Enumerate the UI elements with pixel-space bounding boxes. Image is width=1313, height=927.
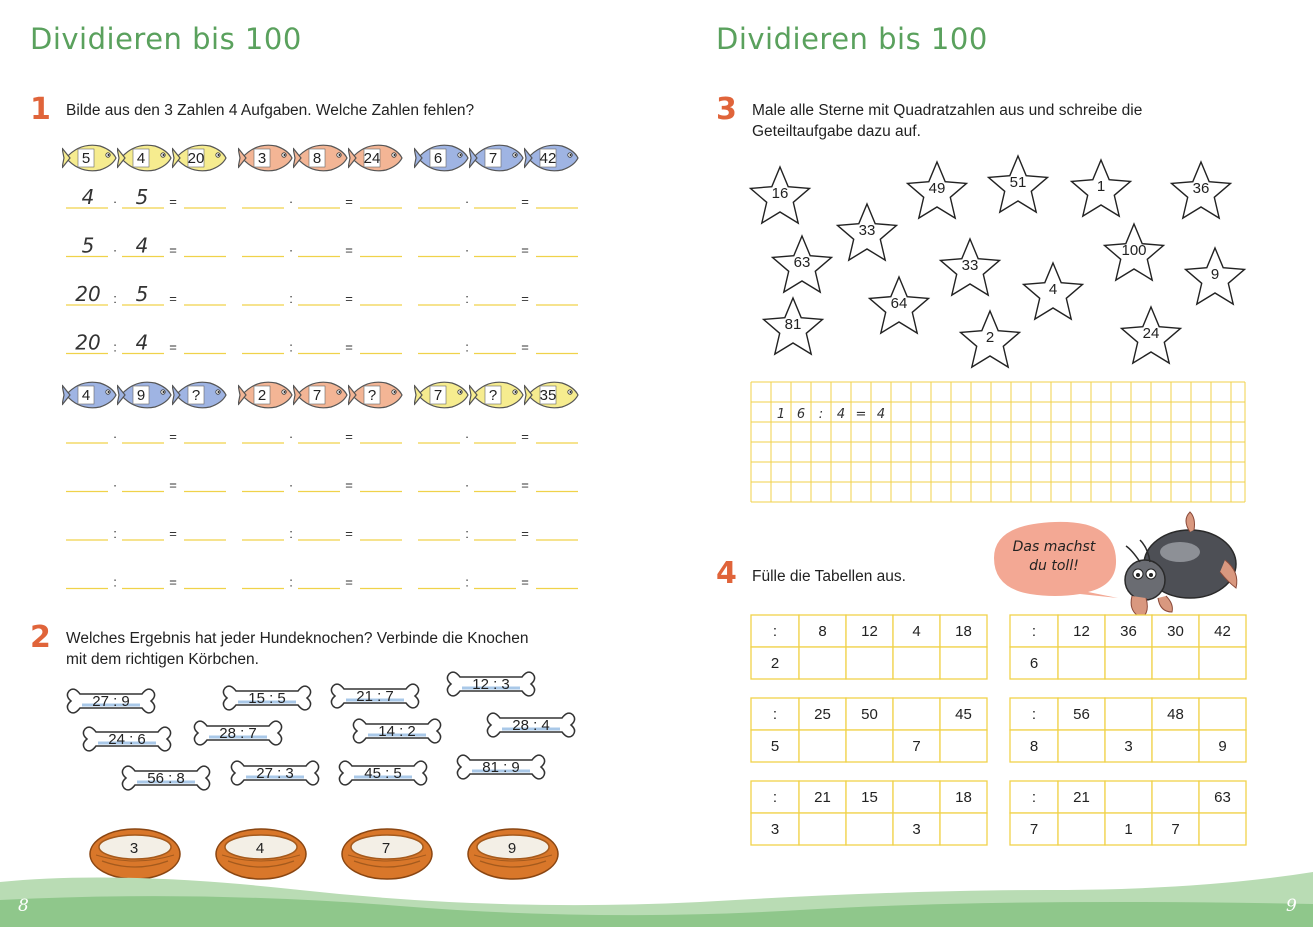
svg-text::: :: [113, 339, 117, 355]
svg-text:4: 4: [81, 387, 91, 404]
svg-text:33: 33: [961, 257, 979, 274]
table-value: 36: [1120, 623, 1137, 640]
table-value: 45: [955, 706, 972, 723]
table-value: 3: [912, 821, 921, 838]
table-value: :: [1031, 623, 1037, 640]
svg-text:4: 4: [135, 233, 149, 258]
svg-text:=: =: [521, 526, 529, 541]
svg-text:=: =: [521, 429, 529, 444]
exercise-4-instruction: Fülle die Tabellen aus.: [752, 568, 906, 585]
svg-text:=: =: [521, 242, 529, 258]
svg-text:64: 64: [890, 295, 908, 312]
speech-line1: Das machst: [1012, 539, 1096, 555]
speech-bubble: [994, 522, 1118, 598]
svg-text:63: 63: [793, 254, 811, 271]
exercise-1-number: 1: [30, 92, 51, 127]
svg-text:·: ·: [288, 477, 294, 493]
table-value: 21: [814, 789, 831, 806]
division-table: [1010, 615, 1246, 679]
svg-text::: :: [289, 339, 293, 355]
table-cell[interactable]: [846, 647, 893, 679]
table-cell[interactable]: [940, 813, 987, 845]
svg-text::: :: [465, 574, 469, 590]
table-value: 21: [1073, 789, 1090, 806]
table-cell[interactable]: [846, 813, 893, 845]
svg-text:24 : 6: 24 : 6: [108, 731, 146, 748]
exercise-2-instruction-line2: mit dem richtigen Körbchen.: [66, 651, 259, 668]
grid-example-char: :: [818, 407, 824, 422]
table-cell[interactable]: [893, 647, 940, 679]
svg-text:9: 9: [507, 840, 517, 857]
svg-text::: :: [289, 574, 293, 590]
table-value: :: [772, 706, 778, 723]
svg-text:1: 1: [1096, 178, 1106, 195]
table-cell[interactable]: [799, 813, 846, 845]
table-cell[interactable]: [893, 781, 940, 813]
svg-text:2: 2: [985, 329, 995, 346]
svg-text:=: =: [169, 291, 177, 306]
table-cell[interactable]: [1105, 698, 1152, 730]
table-value: 4: [912, 623, 921, 640]
svg-text:=: =: [521, 574, 529, 590]
exercise-4-number: 4: [716, 556, 737, 591]
table-value: 3: [1124, 738, 1133, 755]
exercise-3-instruction-line2: Geteiltaufgabe dazu auf.: [752, 123, 921, 140]
exercise-1-instruction: Bilde aus den 3 Zahlen 4 Aufgaben. Welche Zahlen fehlen?: [66, 102, 475, 119]
right-page-number: 9: [1286, 896, 1297, 916]
svg-text:56 : 8: 56 : 8: [147, 770, 185, 787]
svg-text::: :: [289, 291, 293, 306]
svg-text:=: =: [169, 574, 177, 590]
grid-example-char: =: [855, 407, 867, 422]
svg-text:=: =: [521, 194, 529, 209]
svg-text:21 : 7: 21 : 7: [356, 688, 394, 705]
svg-text:4: 4: [255, 840, 265, 857]
svg-text:·: ·: [464, 429, 470, 444]
svg-text:=: =: [345, 242, 353, 258]
svg-text::: :: [113, 291, 117, 306]
svg-text:24: 24: [1142, 325, 1160, 342]
division-table: [1010, 781, 1246, 845]
svg-text:81: 81: [784, 316, 802, 333]
table-cell[interactable]: [1058, 647, 1105, 679]
svg-text:=: =: [345, 291, 353, 306]
left-page-title: Dividieren bis 100: [30, 22, 302, 56]
svg-text:27 : 3: 27 : 3: [256, 765, 294, 782]
svg-text:·: ·: [288, 194, 294, 209]
grid-example-char: 6: [796, 407, 806, 422]
table-value: 63: [1214, 789, 1231, 806]
grid-example-char: 1: [776, 407, 786, 422]
table-value: 1: [1124, 821, 1133, 838]
svg-text:7: 7: [433, 387, 443, 404]
svg-text:?: ?: [191, 387, 201, 404]
svg-text:·: ·: [464, 477, 470, 493]
svg-text:7: 7: [312, 387, 322, 404]
table-value: 18: [955, 623, 972, 640]
table-cell[interactable]: [799, 647, 846, 679]
table-value: 8: [818, 623, 827, 640]
table-value: 50: [861, 706, 878, 723]
svg-text::: :: [113, 574, 117, 590]
table-value: 18: [955, 789, 972, 806]
svg-text:·: ·: [464, 242, 470, 258]
table-cell[interactable]: [1199, 647, 1246, 679]
svg-text:·: ·: [112, 429, 118, 444]
svg-text:=: =: [169, 242, 177, 258]
table-value: 6: [1029, 655, 1039, 672]
table-value: 48: [1167, 706, 1184, 723]
svg-text:=: =: [521, 477, 529, 493]
table-value: 8: [1029, 738, 1039, 755]
svg-text:9: 9: [136, 387, 146, 404]
svg-text:3: 3: [129, 840, 139, 857]
left-page-number: 8: [18, 896, 29, 916]
svg-text:81 : 9: 81 : 9: [482, 759, 520, 776]
svg-text:45 : 5: 45 : 5: [364, 765, 402, 782]
svg-text:28 : 7: 28 : 7: [219, 725, 257, 742]
table-cell[interactable]: [1058, 730, 1105, 762]
division-table: [1010, 698, 1246, 762]
svg-text:36: 36: [1192, 180, 1210, 197]
exercise-3-number: 3: [716, 92, 737, 127]
svg-text:20: 20: [187, 150, 205, 167]
table-value: 25: [814, 706, 831, 723]
table-value: :: [772, 789, 778, 806]
table-value: 7: [1029, 821, 1039, 838]
svg-text:=: =: [345, 339, 353, 355]
table-value: 12: [1073, 623, 1090, 640]
table-value: 5: [770, 738, 780, 755]
table-value: 3: [770, 821, 780, 838]
svg-text:24: 24: [363, 150, 381, 167]
table-cell[interactable]: [893, 698, 940, 730]
svg-text:·: ·: [288, 242, 294, 258]
svg-text:8: 8: [312, 150, 322, 167]
table-cell[interactable]: [1105, 781, 1152, 813]
table-cell[interactable]: [846, 730, 893, 762]
svg-text:5: 5: [81, 233, 95, 258]
svg-text:100: 100: [1121, 242, 1147, 259]
svg-text:7: 7: [381, 840, 391, 857]
svg-text::: :: [465, 526, 469, 541]
table-value: 7: [912, 738, 921, 755]
svg-text:=: =: [169, 477, 177, 493]
table-value: 56: [1073, 706, 1090, 723]
svg-text:=: =: [521, 339, 529, 355]
svg-text:=: =: [345, 526, 353, 541]
svg-text:?: ?: [488, 387, 498, 404]
svg-text:=: =: [345, 477, 353, 493]
table-cell[interactable]: [1199, 813, 1246, 845]
svg-text:9: 9: [1210, 266, 1220, 283]
table-cell[interactable]: [1058, 813, 1105, 845]
table-value: 7: [1171, 821, 1180, 838]
svg-text:·: ·: [464, 194, 470, 209]
table-cell[interactable]: [1152, 781, 1199, 813]
svg-text:=: =: [169, 526, 177, 541]
svg-text:=: =: [345, 574, 353, 590]
svg-text:=: =: [169, 429, 177, 444]
svg-text:5: 5: [135, 282, 149, 306]
svg-text:6: 6: [433, 150, 443, 167]
svg-text:35: 35: [539, 387, 557, 404]
table-cell[interactable]: [1152, 730, 1199, 762]
svg-text:4: 4: [81, 185, 95, 209]
svg-text:·: ·: [288, 429, 294, 444]
grid-example-char: 4: [836, 407, 846, 422]
svg-text:7: 7: [488, 150, 498, 167]
svg-text:=: =: [345, 194, 353, 209]
svg-text:49: 49: [928, 180, 946, 197]
svg-text:12 : 3: 12 : 3: [472, 676, 510, 693]
division-table: [751, 781, 987, 845]
svg-text:·: ·: [112, 242, 118, 258]
table-value: 15: [861, 789, 878, 806]
bug-mascot-illustration: [1125, 512, 1237, 618]
table-value: :: [772, 623, 778, 640]
table-cell[interactable]: [1199, 698, 1246, 730]
division-table: [751, 698, 987, 762]
svg-text::: :: [289, 526, 293, 541]
svg-text:42: 42: [539, 150, 557, 167]
svg-text::: :: [465, 339, 469, 355]
svg-text:16: 16: [771, 185, 789, 202]
svg-text::: :: [113, 526, 117, 541]
svg-text:4: 4: [135, 330, 149, 355]
speech-line2: du toll!: [1029, 558, 1079, 574]
svg-text:15 : 5: 15 : 5: [248, 690, 286, 707]
svg-text:=: =: [169, 194, 177, 209]
svg-text:27 : 9: 27 : 9: [92, 693, 130, 710]
table-value: :: [1031, 789, 1037, 806]
svg-text:·: ·: [112, 194, 118, 209]
table-value: 9: [1218, 738, 1227, 755]
table-value: :: [1031, 706, 1037, 723]
table-cell[interactable]: [940, 647, 987, 679]
svg-text:28 : 4: 28 : 4: [512, 717, 550, 734]
table-cell[interactable]: [940, 730, 987, 762]
svg-text:14 : 2: 14 : 2: [378, 723, 416, 740]
table-cell[interactable]: [799, 730, 846, 762]
right-page-title: Dividieren bis 100: [716, 22, 988, 56]
table-value: 30: [1167, 623, 1184, 640]
svg-text:20: 20: [75, 330, 101, 355]
table-value: 12: [861, 623, 878, 640]
division-table: [751, 615, 987, 679]
svg-text:?: ?: [367, 387, 377, 404]
svg-text:=: =: [169, 339, 177, 355]
exercise-3-instruction-line1: Male alle Sterne mit Quadratzahlen aus und schreibe die: [752, 102, 1143, 119]
svg-text:33: 33: [858, 222, 876, 239]
svg-text:=: =: [345, 429, 353, 444]
table-value: 42: [1214, 623, 1231, 640]
svg-text::: :: [465, 291, 469, 306]
svg-text:4: 4: [1048, 281, 1058, 298]
svg-text:51: 51: [1009, 174, 1027, 191]
exercise-2-instruction-line1: Welches Ergebnis hat jeder Hundeknochen? Verbinde die Knochen: [66, 630, 529, 647]
svg-text:5: 5: [135, 185, 149, 209]
svg-text:20: 20: [75, 282, 101, 306]
table-value: 2: [770, 655, 780, 672]
svg-text:=: =: [521, 291, 529, 306]
svg-text:·: ·: [112, 477, 118, 493]
svg-text:3: 3: [257, 150, 267, 167]
svg-text:4: 4: [136, 150, 146, 167]
svg-text:2: 2: [257, 387, 267, 404]
grid-example-char: 4: [876, 407, 886, 422]
exercise-2-number: 2: [30, 620, 51, 655]
svg-text:5: 5: [81, 150, 91, 167]
table-cell[interactable]: [1105, 647, 1152, 679]
table-cell[interactable]: [1152, 647, 1199, 679]
bottom-wave-decoration: [0, 860, 1313, 927]
